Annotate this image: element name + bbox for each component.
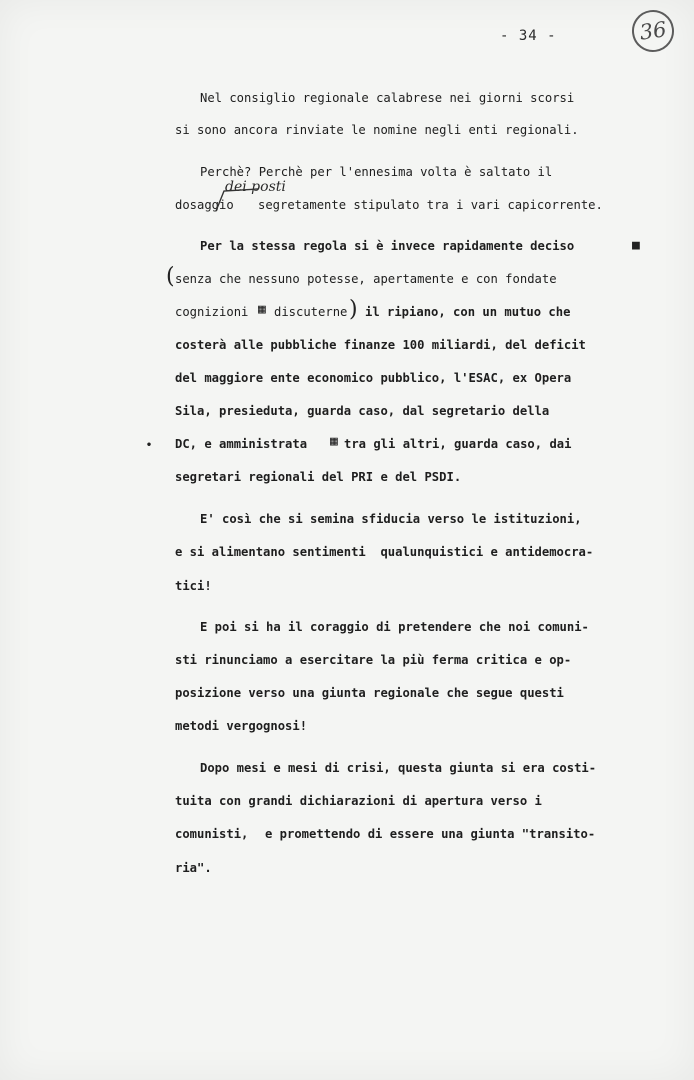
text-line: costerà alle pubbliche finanze 100 miliardi, del deficit [175, 338, 586, 352]
text-line: metodi vergognosi! [175, 719, 308, 733]
text-line: Sila, presieduta, guarda caso, dal segretario della [175, 404, 550, 418]
text-line: tuita con grandi dichiarazioni di apertura verso i [175, 794, 542, 808]
text-line: dosaggio [175, 198, 234, 212]
text-line: e si alimentano sentimenti qualunquistici e antidemocra- [175, 545, 594, 559]
handwritten-insertion: dei posti [225, 179, 286, 195]
text-line: e promettendo di essere una giunta "transito- [265, 827, 596, 841]
text-line: Per la stessa regola si è invece rapidamente deciso [200, 239, 575, 253]
text-line: comunisti, [175, 827, 249, 841]
text-line: E poi si ha il coraggio di pretendere che noi comuni- [200, 620, 589, 634]
text-line: Nel consiglio regionale calabrese nei giorni scorsi [200, 91, 575, 105]
text-line: posizione verso una giunta regionale che segue questi [175, 686, 564, 700]
text-line: Dopo mesi e mesi di crisi, [200, 761, 391, 775]
text-line: cognizioni [175, 305, 249, 319]
text-line: il ripiano, con un mutuo che [365, 305, 571, 319]
text-line: del maggiore ente economico pubblico, l'ESAC, ex Opera [175, 371, 572, 385]
text-line: discuterne [274, 305, 348, 319]
text-line: senza che nessuno potesse, apertamente e con fondate [175, 272, 557, 286]
archive-page-stamp: 36 [629, 7, 676, 54]
text-line: Perchè? Perchè per l'ennesima volta è saltato il [200, 165, 553, 179]
strikeout-mark: ■ [632, 238, 640, 253]
text-line: segretamente stipulato tra i vari capicorrente. [258, 198, 603, 212]
text-line: ria". [175, 861, 212, 875]
page-number: - 34 - [500, 28, 557, 44]
strikeout-mark: ▦ [258, 302, 266, 317]
strikeout-mark: ▦ [330, 434, 338, 449]
insertion-caret-mark [212, 187, 262, 215]
text-line: segretari regionali del PRI e del PSDI. [175, 470, 462, 484]
text-line: E' così che si semina sfiducia verso le istituzioni, [200, 512, 582, 526]
open-bracket-mark: ( [166, 264, 175, 289]
text-line: DC, e amministrata [175, 437, 308, 451]
text-line: sti rinunciamo a esercitare la più ferma critica e op- [175, 653, 572, 667]
text-line: tici! [175, 579, 212, 593]
text-line: questa giunta si era costi- [398, 761, 597, 775]
text-line: si sono ancora rinviate le nomine negli enti regionali. [175, 123, 579, 137]
text-line: tra gli altri, guarda caso, dai [344, 437, 572, 451]
margin-dot: • [146, 440, 153, 451]
close-bracket-mark: ) [349, 297, 358, 322]
